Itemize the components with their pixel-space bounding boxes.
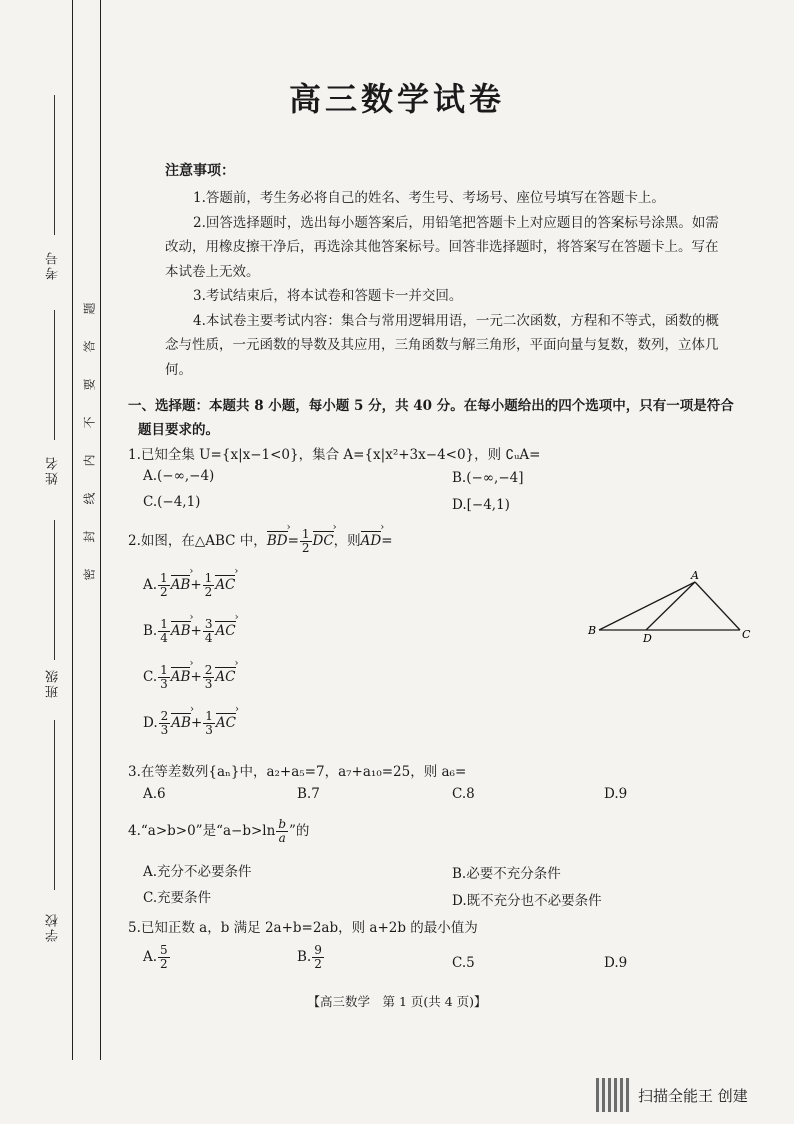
segment-ad bbox=[646, 582, 695, 630]
frac bbox=[312, 944, 324, 971]
frac-den: 2 bbox=[204, 585, 213, 599]
q5-option-c: C.5 bbox=[452, 955, 475, 971]
opt-letter: D. bbox=[143, 715, 158, 731]
frac-num: 9 bbox=[314, 943, 322, 957]
vertex-a: A bbox=[691, 569, 699, 582]
notice-item: 2.回答选择题时，选出每小题答案后，用铅笔把答题卡上对应题目的答案标号涂黑。如需改动，用橡皮擦干净后，再选涂其他答案标号。回答非选择题时，将答案写在答题卡上。写在本试卷上无效。 bbox=[165, 214, 719, 280]
frac-den: 2 bbox=[301, 541, 310, 555]
frac-num: 1 bbox=[160, 617, 168, 631]
question-1-stem: 1.已知全集 U={x|x−1<0}，集合 A={x|x²+3x−4<0}，则 ∁ᵤA= bbox=[128, 447, 541, 463]
question-5-stem: 5.已知正数 a，b 满足 2a+b=2ab，则 a+2b 的最小值为 bbox=[128, 920, 478, 936]
q4-option-b: B.必要不充分条件 bbox=[452, 866, 561, 882]
q3-option-c: C.8 bbox=[452, 786, 475, 802]
seal-char: 内 bbox=[82, 454, 97, 467]
q2-stem-mid: ，则 bbox=[333, 533, 361, 549]
section-heading bbox=[128, 394, 758, 442]
vec-ac: › AC bbox=[215, 577, 235, 593]
frac bbox=[158, 572, 170, 599]
question-2-stem: 2.如图，在△ABC 中，› BD= $\frac{1}{2}$ › DC，则› AD= bbox=[128, 528, 393, 555]
frac-den: 3 bbox=[205, 723, 213, 737]
opt-letter: A. bbox=[143, 949, 158, 965]
notice-list bbox=[165, 186, 725, 382]
seal-char: 题 bbox=[82, 302, 97, 315]
q4-option-c: C.充要条件 bbox=[143, 890, 212, 906]
q4-option-d: D.既不充分也不必要条件 bbox=[452, 893, 602, 909]
frac bbox=[203, 664, 215, 691]
q1-option-c: C.(−4,1) bbox=[143, 494, 201, 510]
q2-option-c: C. $\frac{1}{3}$ › AB+ $\frac{2}{3}$ › AC bbox=[143, 664, 236, 691]
watermark-text: 扫描全能王 创建 bbox=[638, 1086, 748, 1105]
vec-ad: › AD bbox=[361, 533, 382, 549]
seal-char: 不 bbox=[82, 416, 97, 429]
opt-letter: B. bbox=[297, 949, 312, 965]
q1-option-a: A.(−∞,−4) bbox=[143, 468, 215, 484]
vec-bd: › BD bbox=[267, 533, 288, 549]
frac bbox=[158, 618, 170, 645]
frac-num: 2 bbox=[160, 709, 169, 723]
q2-stem-pre: 2.如图，在△ABC 中， bbox=[128, 533, 267, 549]
xuexiao-label: 学校 bbox=[46, 912, 61, 942]
frac-den: 4 bbox=[204, 631, 213, 645]
vec-ac: › AC bbox=[216, 715, 236, 731]
kaohao-label: 考号 bbox=[46, 250, 61, 280]
q2-stem-end: = bbox=[381, 533, 393, 549]
qr-code-icon bbox=[596, 1078, 630, 1112]
banji-label: 班级 bbox=[46, 668, 61, 698]
q1-option-d: D.[−4,1) bbox=[452, 497, 510, 513]
question-3-stem: 3.在等差数列{aₙ}中，a₂+a₅=7，a₇+a₁₀=25，则 a₆= bbox=[128, 764, 467, 780]
q5-option-b bbox=[297, 944, 325, 971]
opt-letter: C. bbox=[143, 669, 158, 685]
side-ba bbox=[599, 582, 695, 630]
frac-den: 3 bbox=[160, 723, 169, 737]
vec-ac: › AC bbox=[215, 669, 235, 685]
section-line-2: 题目要求的。 bbox=[138, 422, 219, 438]
q3-option-d: D.9 bbox=[604, 786, 628, 802]
vertex-b: B bbox=[588, 624, 597, 637]
q1-option-b: B.(−∞,−4] bbox=[452, 470, 524, 486]
frac-num: 1 bbox=[204, 571, 213, 585]
vec-dc: › DC bbox=[313, 533, 334, 549]
frac-den: 2 bbox=[314, 957, 322, 971]
xingming-label: 姓名 bbox=[46, 455, 61, 485]
triangle-figure bbox=[585, 568, 755, 646]
frac-den: 3 bbox=[160, 677, 168, 691]
frac-den: 4 bbox=[160, 631, 168, 645]
page-title: 高三数学试卷 bbox=[288, 80, 505, 118]
frac-den: 2 bbox=[160, 585, 168, 599]
notice-item: 1.答题前，考生务必将自己的姓名、考生号、考场号、座位号填写在答题卡上。 bbox=[193, 190, 665, 206]
notice-item: 3.考试结束后，将本试卷和答题卡一并交回。 bbox=[193, 288, 463, 304]
q2-option-d: D. $\frac{2}{3}$ › AB+ $\frac{1}{3}$ › AC bbox=[143, 710, 236, 737]
scanner-watermark bbox=[596, 1078, 748, 1112]
frac-num: 1 bbox=[205, 709, 213, 723]
banji-blank bbox=[54, 520, 55, 660]
vec-ac: › AC bbox=[215, 623, 235, 639]
question-4-stem bbox=[128, 818, 309, 845]
vec-ab: › AB bbox=[171, 669, 191, 685]
frac-num: 5 bbox=[160, 943, 168, 957]
q2-frac bbox=[300, 528, 312, 555]
opt-letter: A. bbox=[143, 577, 158, 593]
vec-ab: › AB bbox=[171, 577, 191, 593]
vertex-d: D bbox=[643, 632, 652, 645]
notice-item: 4.本试卷主要考试内容：集合与常用逻辑用语，一元二次函数，方程和不等式，函数的概念与性质，一元函数的导数及其应用，三角函数与解三角形，平面向量与复数，数列，立体几何。 bbox=[165, 312, 719, 378]
q4-stem-end: ”的 bbox=[289, 823, 310, 839]
frac-num: 3 bbox=[204, 617, 213, 631]
frac bbox=[158, 944, 170, 971]
frac bbox=[158, 664, 170, 691]
q3-option-b: B.7 bbox=[297, 786, 320, 802]
q4-option-a: A.充分不必要条件 bbox=[143, 864, 252, 880]
vec-ab: › AB bbox=[171, 623, 191, 639]
frac-num: 2 bbox=[204, 663, 213, 677]
frac-num: 1 bbox=[160, 571, 168, 585]
margin-line-right bbox=[100, 0, 101, 1060]
frac bbox=[159, 710, 171, 737]
xuexiao-blank bbox=[54, 720, 55, 890]
frac-den: 3 bbox=[204, 677, 213, 691]
frac-den: 2 bbox=[160, 957, 168, 971]
q2-option-b: B. $\frac{1}{4}$ › AB+ $\frac{3}{4}$ › AC bbox=[143, 618, 236, 645]
frac bbox=[203, 618, 215, 645]
q5-option-a bbox=[143, 944, 171, 971]
frac-den: a bbox=[278, 831, 286, 845]
frac-num: b bbox=[278, 817, 287, 831]
side-ac bbox=[695, 582, 740, 630]
seal-text bbox=[78, 300, 100, 604]
seal-char: 答 bbox=[82, 340, 97, 353]
page-footer: 【高三数学 第 1 页(共 4 页)】 bbox=[307, 994, 487, 1009]
xingming-blank bbox=[54, 310, 55, 440]
margin-line-left bbox=[72, 0, 73, 1060]
frac-num: 1 bbox=[301, 527, 310, 541]
section-line-1: 一、选择题：本题共 8 小题，每小题 5 分，共 40 分。在每小题给出的四个选项中，只有一项是符合 bbox=[128, 398, 734, 414]
seal-char: 线 bbox=[82, 492, 97, 505]
seal-char: 要 bbox=[82, 378, 97, 391]
q4-frac bbox=[276, 818, 288, 845]
frac-num: 1 bbox=[160, 663, 168, 677]
q2-option-a: A. $\frac{1}{2}$ › AB+ $\frac{1}{2}$ › AC bbox=[143, 572, 235, 599]
opt-letter: B. bbox=[143, 623, 158, 639]
seal-char: 封 bbox=[82, 530, 97, 543]
frac bbox=[203, 710, 215, 737]
q3-option-a: A.6 bbox=[143, 786, 166, 802]
vec-ab: › AB bbox=[171, 715, 191, 731]
notice-heading: 注意事项： bbox=[165, 163, 235, 179]
q4-stem-pre: 4.“a>b>0”是“a−b>ln bbox=[128, 823, 276, 839]
q5-option-d: D.9 bbox=[604, 955, 628, 971]
seal-char: 密 bbox=[82, 568, 97, 581]
vertex-c: C bbox=[742, 628, 751, 641]
frac bbox=[203, 572, 215, 599]
